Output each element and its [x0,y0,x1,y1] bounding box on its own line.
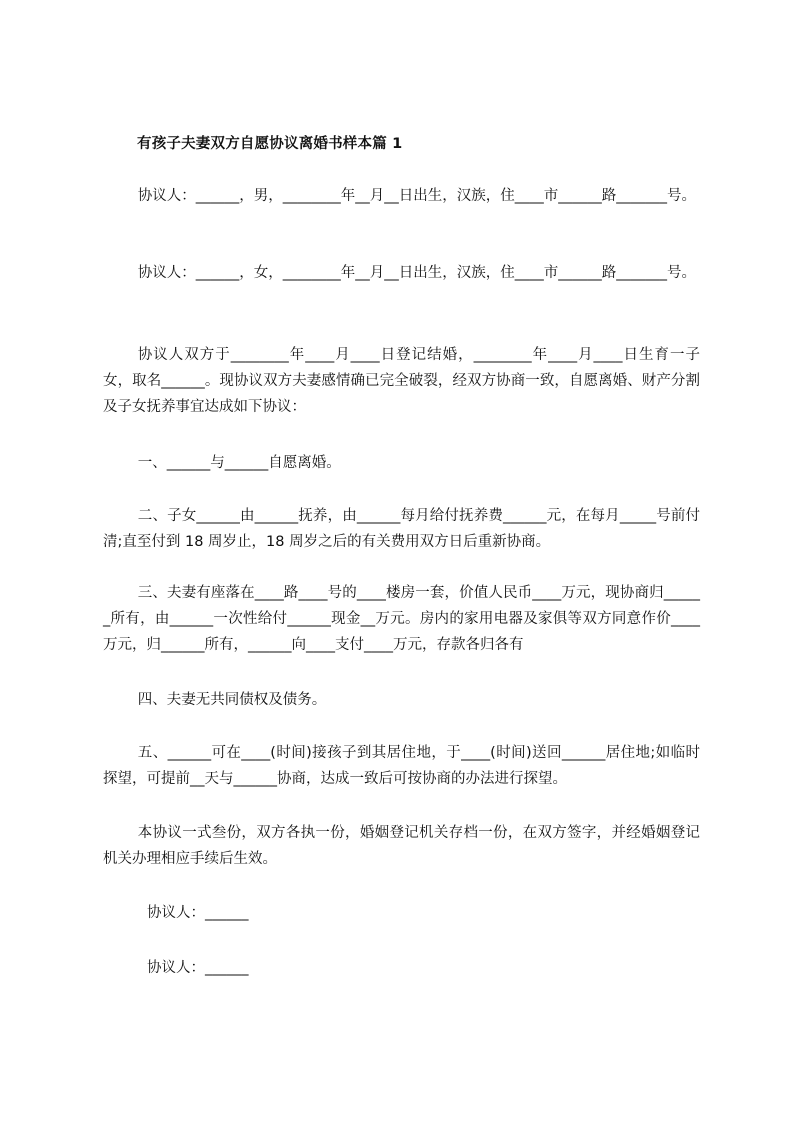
effectiveness-paragraph: 本协议一式叁份，双方各执一份，婚姻登记机关存档一份，在双方签字，并经婚姻登记机关办理相应手续后生效。 [103,825,700,867]
signature-line-one: 协议人：______ [147,905,249,921]
signature-line-two: 协议人：______ [147,960,249,976]
clause-three-paragraph: 三、夫妻有座落在____路____号的____楼房一套，价值人民币____万元，现协商归______所有，由______一次性给付______现金__万元。房内的家用电器及家俱等双方同意作价____万元，归______所有，______向____支付____万元，存款各归各有 [103,585,700,653]
party-two-paragraph: 协议人：______，女，________年__月__日出生，汉族，住____市______路_______号。 [137,265,697,281]
document-title: 有孩子夫妻双方自愿协议离婚书样本篇 1 [137,136,403,152]
clause-four-paragraph: 四、夫妻无共同债权及债务。 [137,692,327,708]
marriage-info-paragraph: 协议人双方于________年____月____日登记结婚，________年____月____日生育一子女，取名______。现协议双方夫妻感情确已完全破裂，经双方协商一致，自愿离婚、财产分割及子女抚养事宜达成如下协议： [103,347,700,415]
clause-five-paragraph: 五、______可在____(时间)接孩子到其居住地，于____(时间)送回______居住地;如临时探望，可提前__天与______协商，达成一致后可按协商的办法进行探望。 [103,745,700,787]
clause-two-paragraph: 二、子女______由______抚养，由______每月给付抚养费______元，在每月_____号前付清;直至付到 18 周岁止，18 周岁之后的有关费用双方日后重新协商。 [103,508,700,550]
clause-one-paragraph: 一、______与______自愿离婚。 [137,455,341,471]
party-one-paragraph: 协议人：______，男，________年__月__日出生，汉族，住____市______路_______号。 [137,188,697,204]
